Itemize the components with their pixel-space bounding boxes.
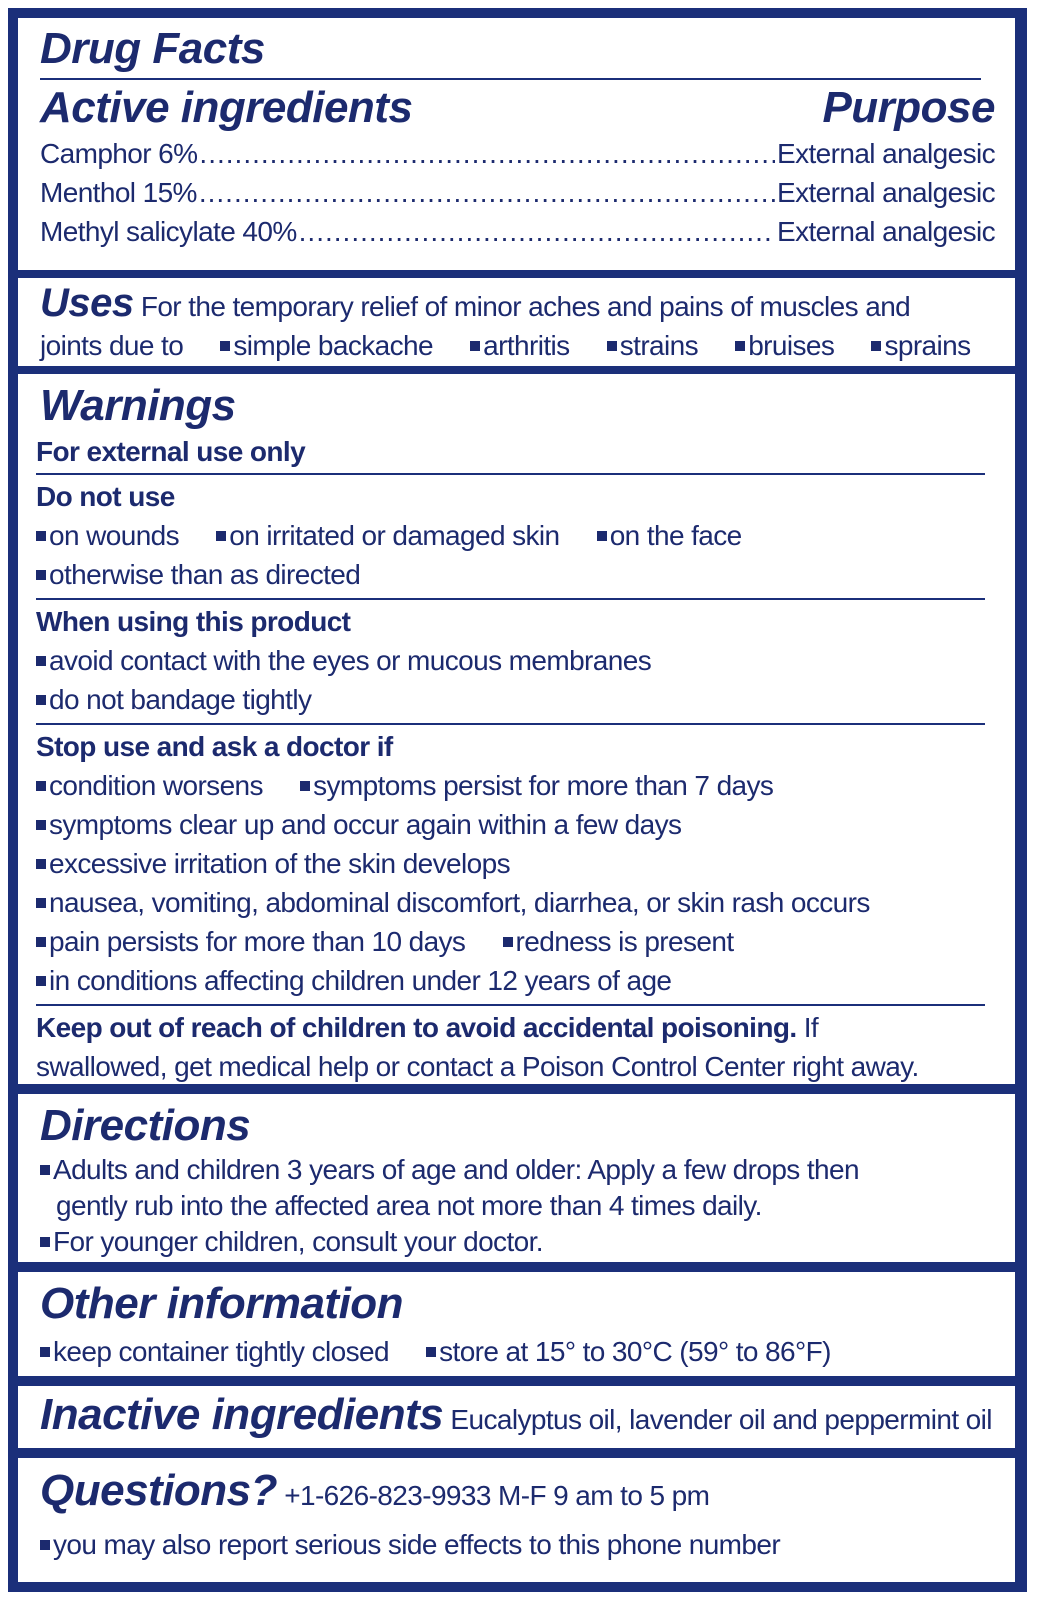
other-information-heading: Other information — [40, 1279, 404, 1328]
bullet-icon — [597, 531, 607, 541]
directions-item-2: For younger children, consult your doctor. — [53, 1226, 543, 1257]
warnings-panel — [18, 374, 1015, 1084]
do-not-use-heading: Do not use — [36, 481, 175, 512]
when-using-item: avoid contact with the eyes or mucous membranes — [49, 645, 652, 676]
bullet-icon — [36, 859, 46, 869]
when-using-line — [36, 680, 985, 719]
use-item: sprains — [884, 330, 971, 361]
active-ingredients-heading: Active ingredients — [40, 83, 413, 132]
leader-dots — [299, 212, 775, 251]
stop-use-line — [36, 805, 985, 844]
ingredient-row — [40, 134, 995, 173]
questions-item: you may also report serious side effects to this phone number — [53, 1529, 781, 1560]
when-using-item: do not bandage tightly — [49, 684, 312, 715]
stop-use-item: redness is present — [515, 926, 734, 957]
directions-item-1: Adults and children 3 years of age and older: Apply a few drops then — [53, 1154, 859, 1185]
do-not-use-item: otherwise than as directed — [49, 559, 361, 590]
directions-heading: Directions — [40, 1101, 251, 1150]
bullet-icon — [36, 695, 46, 705]
leader-dots — [199, 173, 775, 212]
inactive-ingredients-heading: Inactive ingredients — [40, 1390, 444, 1439]
bullet-icon — [36, 781, 46, 791]
stop-use-item: symptoms clear up and occur again within a few days — [49, 809, 682, 840]
warnings-heading: Warnings — [40, 381, 236, 430]
stop-use-item: condition worsens — [49, 770, 263, 801]
do-not-use-line — [36, 555, 985, 594]
uses-items — [40, 326, 1015, 365]
use-item: simple backache — [233, 330, 433, 361]
stop-use-item: nausea, vomiting, abdominal discomfort, diarrhea, or skin rash occurs — [49, 887, 870, 918]
directions-item-1-cont: gently rub into the affected area not more than 4 times daily. — [56, 1190, 762, 1221]
section-divider — [36, 598, 985, 600]
other-information-panel — [18, 1272, 1015, 1376]
leader-dots — [199, 134, 775, 173]
directions-panel — [18, 1094, 1015, 1262]
bullet-icon — [503, 937, 513, 947]
use-item: bruises — [748, 330, 835, 361]
ingredient-row — [40, 212, 995, 251]
external-use-text: For external use only — [36, 436, 306, 467]
drug-facts-title: Drug Facts — [40, 24, 265, 73]
bullet-icon — [36, 976, 46, 986]
bullet-icon — [220, 341, 230, 351]
stop-use-item: pain persists for more than 10 days — [49, 926, 466, 957]
bullet-icon — [36, 820, 46, 830]
use-item: arthritis — [483, 330, 570, 361]
uses-text-2: joints due to — [40, 330, 184, 361]
do-not-use-item: on irritated or damaged skin — [229, 520, 560, 551]
bullet-icon — [735, 341, 745, 351]
ingredient-name: Menthol 15% — [40, 177, 197, 208]
stop-use-heading: Stop use and ask a doctor if — [36, 731, 393, 762]
stop-use-line — [36, 922, 985, 961]
bullet-icon — [40, 1165, 50, 1175]
uses-text: For the temporary relief of minor aches and pains of muscles and — [140, 291, 911, 322]
questions-phone: +1-626-823-9933 M-F 9 am to 5 pm — [284, 1480, 710, 1511]
bullet-icon — [36, 531, 46, 541]
bullet-icon — [607, 341, 617, 351]
stop-use-line — [36, 766, 985, 805]
keep-out-text-2: swallowed, get medical help or contact a Poison Control Center right away. — [36, 1051, 919, 1082]
stop-use-item: symptoms persist for more than 7 days — [313, 770, 774, 801]
section-divider — [36, 1004, 985, 1006]
bullet-icon — [216, 531, 226, 541]
ingredient-name: Camphor 6% — [40, 138, 198, 169]
stop-use-item: in conditions affecting children under 12 years of age — [49, 965, 672, 996]
inactive-ingredients-text: Eucalyptus oil, lavender oil and peppermint oil — [450, 1404, 992, 1435]
keep-out-bold-text: Keep out of reach of children to avoid accidental poisoning. — [36, 1012, 797, 1043]
ingredient-name: Methyl salicylate 40% — [40, 216, 297, 247]
directions-line — [40, 1152, 995, 1188]
section-divider — [36, 473, 985, 475]
ingredient-purpose: External analgesic — [777, 216, 995, 247]
stop-use-item: excessive irritation of the skin develops — [49, 848, 510, 879]
drug-facts-label — [8, 8, 1027, 1592]
keep-out-line — [36, 1008, 985, 1047]
other-information-item: keep container tightly closed — [53, 1336, 389, 1367]
stop-use-line — [36, 883, 985, 922]
do-not-use-item: on wounds — [49, 520, 180, 551]
uses-heading: Uses — [40, 281, 134, 325]
ingredient-purpose: External analgesic — [777, 138, 995, 169]
other-information-line — [40, 1332, 995, 1371]
inactive-ingredients-panel — [18, 1386, 1015, 1448]
ingredient-purpose: External analgesic — [777, 177, 995, 208]
title-divider — [40, 78, 981, 80]
questions-heading: Questions? — [40, 1466, 278, 1515]
bullet-icon — [300, 781, 310, 791]
section-divider — [36, 723, 985, 725]
when-using-heading: When using this product — [36, 606, 351, 637]
bullet-icon — [36, 937, 46, 947]
use-item: strains — [619, 330, 699, 361]
bullet-icon — [36, 656, 46, 666]
when-using-line — [36, 641, 985, 680]
bullet-icon — [40, 1237, 50, 1247]
do-not-use-line — [36, 516, 985, 555]
directions-line — [40, 1224, 995, 1260]
bullet-icon — [871, 341, 881, 351]
do-not-use-item: on the face — [609, 520, 742, 551]
uses-panel — [18, 278, 1015, 366]
active-ingredients-panel — [18, 18, 1015, 270]
questions-line — [40, 1525, 995, 1564]
stop-use-line — [36, 844, 985, 883]
questions-panel — [18, 1458, 1015, 1582]
ingredient-row — [40, 173, 995, 212]
other-information-item: store at 15° to 30°C (59° to 86°F) — [439, 1336, 831, 1367]
keep-out-text: If — [803, 1012, 819, 1043]
bullet-icon — [36, 570, 46, 580]
stop-use-line — [36, 961, 985, 1000]
bullet-icon — [36, 898, 46, 908]
purpose-heading: Purpose — [822, 83, 995, 132]
bullet-icon — [40, 1540, 50, 1550]
bullet-icon — [426, 1347, 436, 1357]
bullet-icon — [470, 341, 480, 351]
bullet-icon — [40, 1347, 50, 1357]
